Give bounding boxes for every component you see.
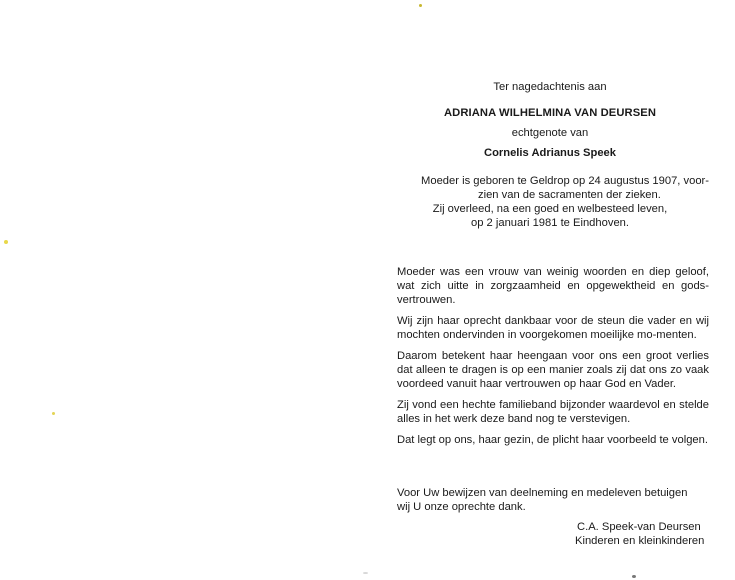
biography [385, 174, 715, 230]
signature-block [575, 520, 715, 548]
paragraph: Moeder was een vrouw van weinig woorden en diep geloof, wat zich uitte in zorgzaamheid en opgewektheid en gods-vertrouwen. [397, 266, 709, 306]
paragraph: Daarom betekent haar heengaan voor ons een groot verlies dat alleen te dragen is op een manier zoals zij dat ons zo vaak voordeed vanuit haar vertrouwen op haar God en Vader. [397, 350, 709, 390]
intro-line: Ter nagedachtenis aan [493, 81, 607, 93]
spouse-label: echtgenote van [511, 127, 589, 139]
print-speck [4, 240, 8, 244]
bio-line: op 2 januari 1981 te Eindhoven. [471, 217, 629, 229]
paragraph: Zij vond een hechte familieband bijzonder waardevol en stelde alles in het werk deze band nog te verstevigen. [397, 399, 709, 425]
thanks-line: wij U onze oprechte dank. [397, 501, 526, 513]
bio-line: Zij overleed, na een goed en welbesteed leven, [432, 203, 668, 215]
bio-line: Moeder is geboren te Geldrop op 24 augustus 1907, voor- [421, 175, 709, 187]
thanks-text [397, 486, 709, 514]
print-speck [52, 412, 55, 415]
bio-line: zien van de sacramenten der zieken. [478, 189, 661, 201]
card-text-panel [385, 0, 715, 580]
signature-line: Kinderen en kleinkinderen [575, 535, 705, 547]
spouse-name: Cornelis Adrianus Speek [483, 147, 616, 159]
paragraph: Wij zijn haar oprecht dankbaar voor de steun die vader en wij mochten ondervinden in voorgekomen moeilijke mo-menten. [397, 315, 709, 341]
thanks-line: Voor Uw bewijzen van deelneming en medeleven betuigen [397, 487, 688, 499]
signature-line: C.A. Speek-van Deursen [577, 521, 701, 533]
tribute-text [397, 265, 709, 454]
deceased-name: ADRIANA WILHELMINA VAN DEURSEN [443, 107, 657, 119]
print-speck [363, 572, 368, 574]
paragraph: Dat legt op ons, haar gezin, de plicht haar voorbeeld te volgen. [397, 434, 708, 446]
